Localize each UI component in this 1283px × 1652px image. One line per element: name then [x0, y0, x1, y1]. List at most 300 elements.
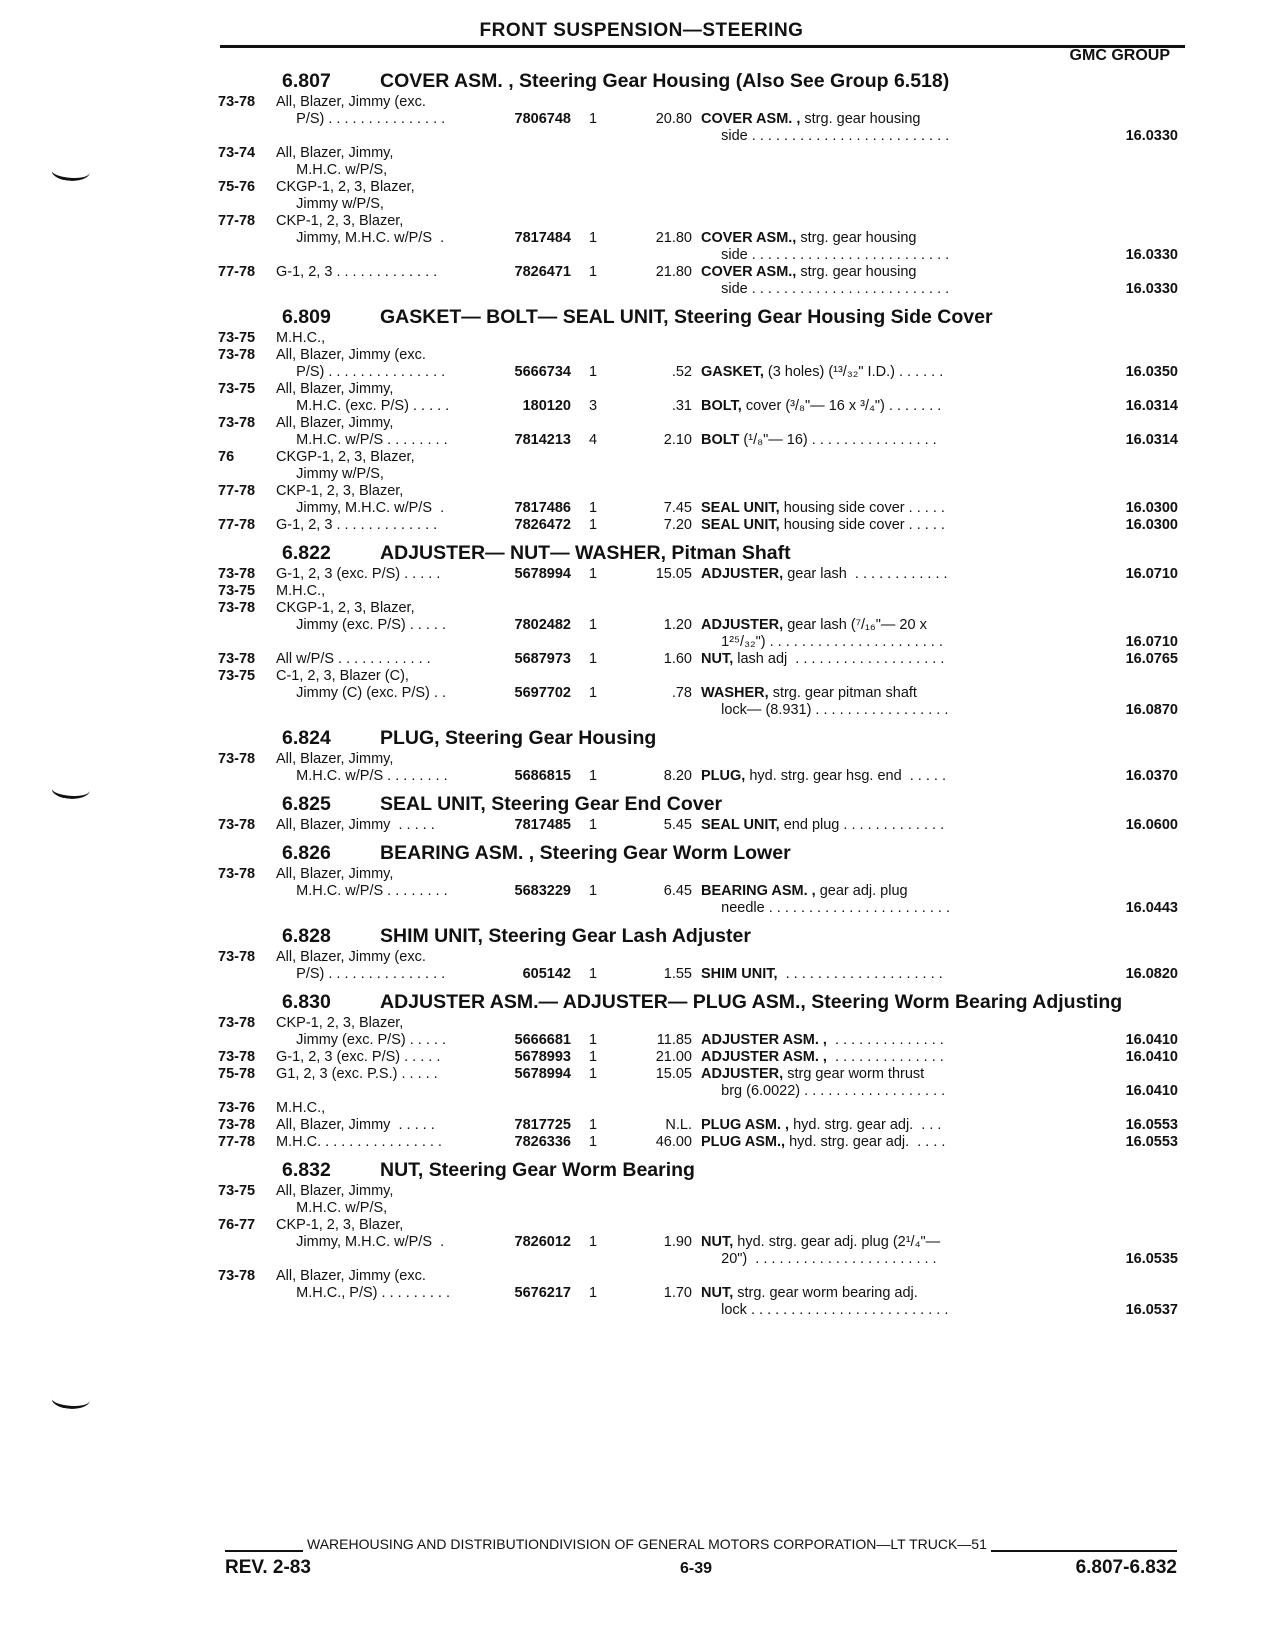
section-6.825 [218, 791, 1178, 840]
model-years: 73-78 [218, 751, 256, 767]
parts-row [218, 1217, 1178, 1234]
price: N.L. [665, 1117, 692, 1133]
quantity: 3 [589, 398, 598, 414]
section-title: BEARING ASM. , Steering Gear Worm Lower [380, 842, 791, 864]
application: Jimmy w/P/S, [276, 196, 384, 212]
description-detail: hyd. strg. gear adj. . . . [789, 1117, 942, 1133]
catalog-number: 16.0710 [1125, 634, 1178, 650]
binder-hole-mark [51, 159, 91, 183]
part-number: 5686815 [514, 768, 571, 784]
application: All w/P/S . . . . . . . . . . . . [276, 651, 431, 667]
section-heading [218, 725, 1178, 751]
section-heading [218, 68, 1178, 94]
application: CKGP-1, 2, 3, Blazer, [276, 449, 415, 465]
price: 1.60 [663, 651, 692, 667]
parts-row [218, 1117, 1178, 1134]
price: 1.55 [663, 966, 692, 982]
application: M.H.C. w/P/S . . . . . . . . [276, 432, 448, 448]
part-number: 7817485 [514, 817, 571, 833]
application: M.H.C. w/P/S . . . . . . . . [276, 768, 448, 784]
parts-row [218, 634, 1178, 651]
description-name: ADJUSTER ASM. , [701, 1049, 827, 1065]
application: M.H.C. w/P/S, [276, 162, 388, 178]
section-title: COVER ASM. , Steering Gear Housing (Also See Group 6.518) [380, 70, 950, 92]
description [701, 230, 1011, 247]
model-years: 73-75 [218, 330, 256, 346]
section-heading [218, 540, 1178, 566]
description-detail: strg. gear housing [796, 264, 917, 280]
description-detail: lock— (8.931) . . . . . . . . . . . . . . . . . [701, 702, 949, 718]
section-title: GASKET— BOLT— SEAL UNIT, Steering Gear Housing Side Cover [380, 306, 993, 328]
catalog-number: 16.0300 [1125, 500, 1178, 516]
description-detail: brg (6.0022) . . . . . . . . . . . . . . . . . . [701, 1083, 946, 1099]
part-number: 180120 [522, 398, 571, 414]
part-number: 7826472 [514, 517, 571, 533]
description [701, 1117, 1011, 1134]
model-years: 73-78 [218, 949, 256, 965]
application: G-1, 2, 3 (exc. P/S) . . . . . [276, 1049, 441, 1065]
section-title: PLUG, Steering Gear Housing [380, 727, 657, 749]
description [701, 432, 1011, 449]
description-name: WASHER, [701, 685, 769, 701]
description-name: COVER ASM., [701, 264, 797, 280]
section-6.832 [218, 1157, 1178, 1325]
parts-list [218, 68, 1178, 1325]
application: CKGP-1, 2, 3, Blazer, [276, 179, 415, 195]
price: 7.45 [663, 500, 692, 516]
description [701, 1083, 1011, 1100]
section-6.809 [218, 304, 1178, 540]
parts-row [218, 398, 1178, 415]
quantity: 1 [589, 111, 598, 127]
parts-row [218, 1100, 1178, 1117]
description-detail: strg. gear housing [800, 111, 921, 127]
quantity: 1 [589, 817, 598, 833]
description [701, 702, 1011, 719]
binder-hole-mark [51, 777, 91, 801]
description-name: ADJUSTER, [701, 1066, 784, 1082]
description-name: COVER ASM. , [701, 111, 801, 127]
parts-row [218, 1302, 1178, 1319]
model-years: 73-75 [218, 1183, 256, 1199]
parts-row [218, 685, 1178, 702]
description-detail: cover (³/₈"— 16 x ³/₄") . . . . . . . [741, 398, 942, 414]
application: All, Blazer, Jimmy . . . . . [276, 1117, 435, 1133]
description [701, 817, 1011, 834]
section-number: 6.832 [282, 1159, 331, 1181]
application: Jimmy, M.H.C. w/P/S . [276, 1234, 445, 1250]
application: M.H.C. w/P/S . . . . . . . . [276, 883, 448, 899]
description-name: ADJUSTER ASM. , [701, 1032, 827, 1048]
catalog-number: 16.0330 [1125, 281, 1178, 297]
application: CKP-1, 2, 3, Blazer, [276, 1015, 404, 1031]
model-years: 73-78 [218, 866, 256, 882]
parts-row [218, 449, 1178, 466]
catalog-number: 16.0314 [1125, 398, 1178, 414]
model-years: 73-78 [218, 651, 256, 667]
parts-row [218, 500, 1178, 517]
price: 21.00 [655, 1049, 692, 1065]
quantity: 1 [589, 617, 598, 633]
description [701, 128, 1011, 145]
part-number: 5678994 [514, 1066, 571, 1082]
parts-row [218, 1066, 1178, 1083]
description-detail: hyd. strg. gear hsg. end . . . . . [745, 768, 946, 784]
description [701, 634, 1011, 651]
quantity: 1 [589, 651, 598, 667]
description-name: GASKET, [701, 364, 764, 380]
description-name: SEAL UNIT, [701, 517, 780, 533]
application: M.H.C., [276, 583, 326, 599]
section-heading [218, 989, 1178, 1015]
description-detail: side . . . . . . . . . . . . . . . . . . . . . . . . . [701, 247, 950, 263]
application: All, Blazer, Jimmy (exc. [276, 949, 426, 965]
quantity: 1 [589, 1117, 598, 1133]
description-detail: strg gear worm thrust [783, 1066, 925, 1082]
application: All, Blazer, Jimmy (exc. [276, 1268, 426, 1284]
description [701, 500, 1011, 517]
section-number: 6.826 [282, 842, 331, 864]
description [701, 1302, 1011, 1319]
application: G-1, 2, 3 (exc. P/S) . . . . . [276, 566, 441, 582]
description-detail: lash adj . . . . . . . . . . . . . . . . . . . [733, 651, 945, 667]
application: M.H.C. w/P/S, [276, 1200, 388, 1216]
description-detail: strg. gear housing [796, 230, 917, 246]
description-detail: 1²⁵/₃₂") . . . . . . . . . . . . . . . . . . . . . . [701, 634, 943, 650]
application: M.H.C. (exc. P/S) . . . . . [276, 398, 450, 414]
parts-row [218, 583, 1178, 600]
parts-row [218, 1134, 1178, 1151]
part-number: 7826336 [514, 1134, 571, 1150]
price: 1.70 [663, 1285, 692, 1301]
catalog-number: 16.0350 [1125, 364, 1178, 380]
catalog-number: 16.0314 [1125, 432, 1178, 448]
section-6.822 [218, 540, 1178, 725]
model-years: 76 [218, 449, 235, 465]
parts-row [218, 247, 1178, 264]
section-number: 6.807 [282, 70, 331, 92]
application: G-1, 2, 3 . . . . . . . . . . . . . [276, 517, 438, 533]
catalog-number: 16.0410 [1125, 1083, 1178, 1099]
model-years: 73-76 [218, 1100, 256, 1116]
price: 15.05 [655, 1066, 692, 1082]
section-6.807 [218, 68, 1178, 304]
section-title: ADJUSTER— NUT— WASHER, Pitman Shaft [380, 542, 791, 564]
parts-row [218, 966, 1178, 983]
application: Jimmy (exc. P/S) . . . . . [276, 617, 446, 633]
description [701, 281, 1011, 298]
description-detail: . . . . . . . . . . . . . . [826, 1032, 944, 1048]
footer-publisher-text: WAREHOUSING AND DISTRIBUTIONDIVISION OF GENERAL MOTORS CORPORATION—LT TRUCK—51 [307, 1536, 987, 1552]
part-number: 7826471 [514, 264, 571, 280]
model-years: 73-78 [218, 566, 256, 582]
catalog-number: 16.0710 [1125, 566, 1178, 582]
section-heading [218, 840, 1178, 866]
catalog-number: 16.0370 [1125, 768, 1178, 784]
catalog-number: 16.0410 [1125, 1049, 1178, 1065]
application: All, Blazer, Jimmy, [276, 1183, 394, 1199]
quantity: 1 [589, 966, 598, 982]
description-detail: gear lash . . . . . . . . . . . . [783, 566, 948, 582]
description-detail: strg. gear pitman shaft [768, 685, 917, 701]
quantity: 1 [589, 517, 598, 533]
model-years: 75-76 [218, 179, 256, 195]
parts-row [218, 196, 1178, 213]
application: G-1, 2, 3 . . . . . . . . . . . . . [276, 264, 438, 280]
description-name: SHIM UNIT, [701, 966, 778, 982]
description [701, 1032, 1011, 1049]
model-years: 73-78 [218, 347, 256, 363]
parts-row [218, 1268, 1178, 1285]
quantity: 1 [589, 1066, 598, 1082]
application: All, Blazer, Jimmy, [276, 145, 394, 161]
description [701, 883, 1011, 900]
catalog-number: 16.0535 [1125, 1251, 1178, 1267]
part-number: 5687973 [514, 651, 571, 667]
catalog-number: 16.0600 [1125, 817, 1178, 833]
application: CKP-1, 2, 3, Blazer, [276, 213, 404, 229]
parts-row [218, 817, 1178, 834]
part-number: 7802482 [514, 617, 571, 633]
parts-row [218, 111, 1178, 128]
parts-row [218, 179, 1178, 196]
price: 1.90 [663, 1234, 692, 1250]
price: 6.45 [663, 883, 692, 899]
section-number: 6.828 [282, 925, 331, 947]
section-heading [218, 791, 1178, 817]
description [701, 111, 1011, 128]
application: Jimmy, M.H.C. w/P/S . [276, 500, 445, 516]
part-number: 7817486 [514, 500, 571, 516]
description-name: BEARING ASM. , [701, 883, 816, 899]
application: Jimmy (C) (exc. P/S) . . [276, 685, 446, 701]
quantity: 1 [589, 1285, 598, 1301]
description [701, 966, 1011, 983]
section-6.830 [218, 989, 1178, 1157]
model-years: 77-78 [218, 483, 256, 499]
description-detail: strg. gear worm bearing adj. [733, 1285, 918, 1301]
description-detail: 20") . . . . . . . . . . . . . . . . . . . . . . . [701, 1251, 937, 1267]
quantity: 1 [589, 1134, 598, 1150]
application: Jimmy (exc. P/S) . . . . . [276, 1032, 446, 1048]
price: 46.00 [655, 1134, 692, 1150]
parts-row [218, 702, 1178, 719]
parts-row [218, 1234, 1178, 1251]
section-6.828 [218, 923, 1178, 989]
catalog-number: 16.0765 [1125, 651, 1178, 667]
description-name: NUT, [701, 651, 734, 667]
application: CKP-1, 2, 3, Blazer, [276, 1217, 404, 1233]
application: Jimmy, M.H.C. w/P/S . [276, 230, 445, 246]
quantity: 1 [589, 364, 598, 380]
description [701, 264, 1011, 281]
parts-row [218, 281, 1178, 298]
section-number: 6.809 [282, 306, 331, 328]
description-detail: lock . . . . . . . . . . . . . . . . . . . . . . . . . [701, 1302, 949, 1318]
parts-row [218, 94, 1178, 111]
application: All, Blazer, Jimmy, [276, 415, 394, 431]
application: CKGP-1, 2, 3, Blazer, [276, 600, 415, 616]
model-years: 73-75 [218, 583, 256, 599]
section-title: NUT, Steering Gear Worm Bearing [380, 1159, 695, 1181]
description-detail: . . . . . . . . . . . . . . [826, 1049, 944, 1065]
section-title: SEAL UNIT, Steering Gear End Cover [380, 793, 723, 815]
description [701, 900, 1011, 917]
model-years: 73-75 [218, 668, 256, 684]
price: 21.80 [655, 230, 692, 246]
description-detail: (3 holes) (¹³/₃₂" I.D.) . . . . . . [763, 364, 944, 380]
application: P/S) . . . . . . . . . . . . . . . [276, 364, 446, 380]
parts-row [218, 1200, 1178, 1217]
catalog-number: 16.0820 [1125, 966, 1178, 982]
description-name: SEAL UNIT, [701, 500, 780, 516]
footer-dash-right [991, 1538, 1177, 1552]
catalog-number: 16.0537 [1125, 1302, 1178, 1318]
revision-label: REV. 2-83 [225, 1557, 311, 1578]
application: Jimmy w/P/S, [276, 466, 384, 482]
description [701, 1049, 1011, 1066]
description-name: ADJUSTER, [701, 566, 784, 582]
application: All, Blazer, Jimmy, [276, 381, 394, 397]
model-years: 73-78 [218, 1117, 256, 1133]
description-name: NUT, [701, 1234, 734, 1250]
description-detail: (¹/₈"— 16) . . . . . . . . . . . . . . . . [739, 432, 937, 448]
description [701, 247, 1011, 264]
section-number: 6.824 [282, 727, 331, 749]
part-number: 5666734 [514, 364, 571, 380]
description [701, 398, 1011, 415]
part-number: 7817725 [514, 1117, 571, 1133]
catalog-number: 16.0553 [1125, 1117, 1178, 1133]
page-title: FRONT SUSPENSION—STEERING [479, 20, 804, 41]
part-number: 5678993 [514, 1049, 571, 1065]
description [701, 1234, 1011, 1251]
catalog-number: 16.0870 [1125, 702, 1178, 718]
price: .52 [671, 364, 692, 380]
description-detail: . . . . . . . . . . . . . . . . . . . . [777, 966, 943, 982]
parts-row [218, 517, 1178, 534]
section-spacer [218, 1319, 1178, 1325]
quantity: 1 [589, 230, 598, 246]
application: All, Blazer, Jimmy, [276, 751, 394, 767]
description [701, 651, 1011, 668]
parts-row [218, 866, 1178, 883]
part-number: 605142 [522, 966, 571, 982]
quantity: 1 [589, 1234, 598, 1250]
parts-row [218, 600, 1178, 617]
model-years: 73-78 [218, 600, 256, 616]
model-years: 73-74 [218, 145, 256, 161]
parts-row [218, 617, 1178, 634]
parts-row [218, 432, 1178, 449]
parts-row [218, 1049, 1178, 1066]
quantity: 1 [589, 883, 598, 899]
price: 2.10 [663, 432, 692, 448]
parts-row [218, 1032, 1178, 1049]
description-detail: hyd. strg. gear adj. . . . . [785, 1134, 946, 1150]
catalog-number: 16.0300 [1125, 517, 1178, 533]
description [701, 685, 1011, 702]
quantity: 1 [589, 1032, 598, 1048]
part-number: 5683229 [514, 883, 571, 899]
model-years: 73-78 [218, 94, 256, 110]
parts-row [218, 415, 1178, 432]
description-detail: side . . . . . . . . . . . . . . . . . . . . . . . . . [701, 281, 950, 297]
parts-row [218, 162, 1178, 179]
description [701, 1134, 1011, 1151]
parts-row [218, 466, 1178, 483]
section-number: 6.825 [282, 793, 331, 815]
model-years: 76-77 [218, 1217, 256, 1233]
price: 5.45 [663, 817, 692, 833]
application: CKP-1, 2, 3, Blazer, [276, 483, 404, 499]
description-detail: gear lash (⁷/₁₆"— 20 x [783, 617, 927, 633]
application: All, Blazer, Jimmy (exc. [276, 94, 426, 110]
description-detail: needle . . . . . . . . . . . . . . . . . . . . . . . [701, 900, 950, 916]
description-detail: housing side cover . . . . . [779, 500, 945, 516]
parts-row [218, 213, 1178, 230]
price: 11.85 [656, 1032, 692, 1048]
section-heading [218, 923, 1178, 949]
parts-row [218, 364, 1178, 381]
description-name: PLUG, [701, 768, 746, 784]
footer-dash-left [225, 1538, 303, 1552]
description [701, 517, 1011, 534]
parts-row [218, 483, 1178, 500]
parts-row [218, 668, 1178, 685]
quantity: 1 [589, 500, 598, 516]
binder-hole-mark [51, 1387, 91, 1411]
parts-row [218, 1183, 1178, 1200]
description-name: BOLT, [701, 398, 742, 414]
part-number: 7806748 [514, 111, 571, 127]
model-years: 73-78 [218, 1015, 256, 1031]
description-detail: end plug . . . . . . . . . . . . . [779, 817, 945, 833]
price: .31 [671, 398, 692, 414]
parts-row [218, 900, 1178, 917]
parts-row [218, 1015, 1178, 1032]
application: All, Blazer, Jimmy, [276, 866, 394, 882]
parts-row [218, 347, 1178, 364]
part-number: 5678994 [514, 566, 571, 582]
description-name: BOLT [701, 432, 740, 448]
quantity: 4 [589, 432, 598, 448]
description-detail: housing side cover . . . . . [779, 517, 945, 533]
part-number: 5666681 [514, 1032, 571, 1048]
description-name: NUT, [701, 1285, 734, 1301]
parts-row [218, 1251, 1178, 1268]
application: C-1, 2, 3, Blazer (C), [276, 668, 409, 684]
parts-row [218, 751, 1178, 768]
parts-row [218, 264, 1178, 281]
quantity: 1 [589, 264, 598, 280]
application: M.H.C., [276, 330, 326, 346]
description-name: COVER ASM., [701, 230, 797, 246]
application: P/S) . . . . . . . . . . . . . . . [276, 111, 446, 127]
description-name: PLUG ASM. , [701, 1117, 790, 1133]
description [701, 364, 1011, 381]
price: 15.05 [655, 566, 692, 582]
description [701, 768, 1011, 785]
parts-row [218, 768, 1178, 785]
parts-row [218, 330, 1178, 347]
group-label: GMC GROUP [1069, 47, 1170, 64]
parts-row [218, 1285, 1178, 1302]
quantity: 1 [589, 685, 598, 701]
parts-row [218, 381, 1178, 398]
description [701, 1285, 1011, 1302]
description-detail: gear adj. plug [815, 883, 908, 899]
